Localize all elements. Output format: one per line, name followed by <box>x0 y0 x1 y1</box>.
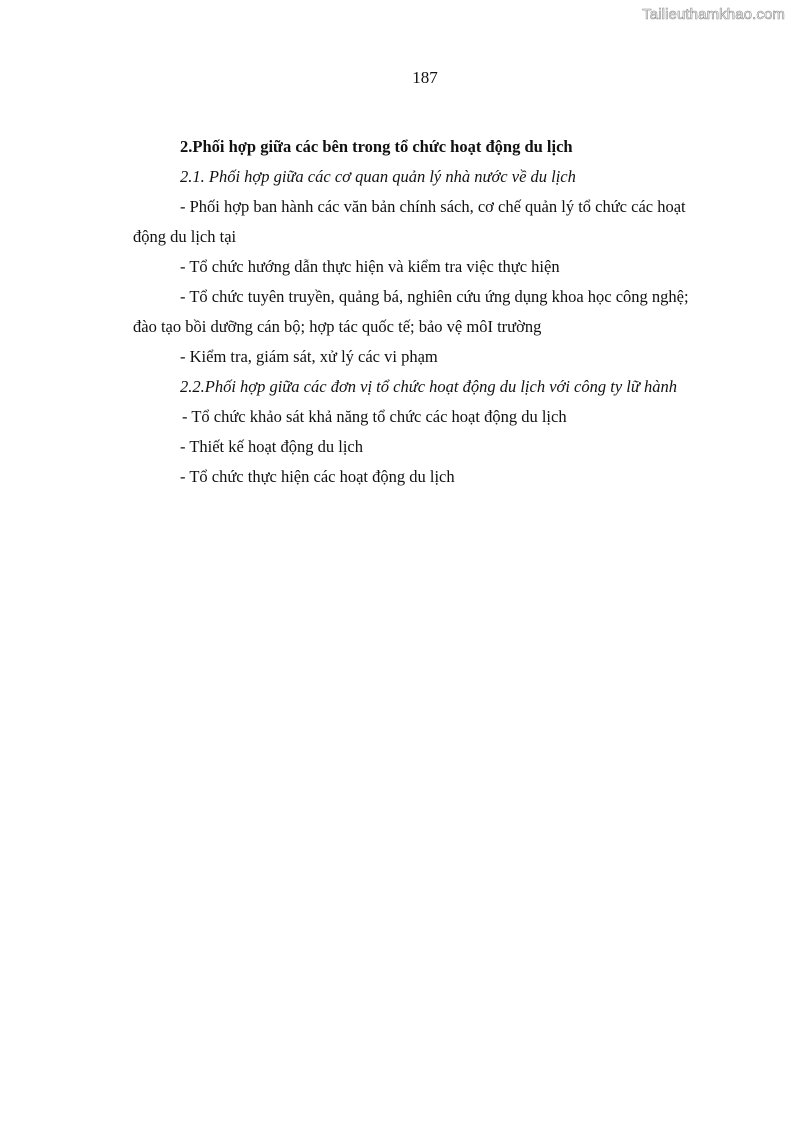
paragraph-line: - Thiết kế hoạt động du lịch <box>180 437 363 456</box>
paragraph-line: - Tổ chức thực hiện các hoạt động du lịch <box>180 467 455 486</box>
paragraph-line: động du lịch tại <box>133 227 237 246</box>
section-heading: 2.Phối hợp giữa các bên trong tổ chức hoạt động du lịch <box>180 137 573 156</box>
paragraph-line: - Tổ chức hướng dẫn thực hiện và kiểm tra việc thực hiện <box>180 257 560 276</box>
watermark: Tailieuthamkhao.com <box>642 6 785 23</box>
paragraph-line: - Tổ chức khảo sát khả năng tổ chức các hoạt động du lịch <box>182 407 567 426</box>
subsection-title-2-1: 2.1. Phối hợp giữa các cơ quan quản lý nhà nước về du lịch <box>180 167 576 186</box>
paragraph-line: đào tạo bồi dưỡng cán bộ; hợp tác quốc tế; bảo vệ môI trường <box>133 317 542 336</box>
subsection-title-2-2: 2.2.Phối hợp giữa các đơn vị tổ chức hoạt động du lịch với công ty lữ hành <box>180 377 677 396</box>
paragraph-line: - Phối hợp ban hành các văn bản chính sách, cơ chế quản lý tổ chức các hoạt <box>180 197 686 216</box>
paragraph-line: - Tổ chức tuyên truyền, quảng bá, nghiên cứu ứng dụng khoa học công nghệ; <box>180 287 689 306</box>
paragraph-line: - Kiểm tra, giám sát, xử lý các vi phạm <box>180 347 438 366</box>
page-number: 187 <box>412 68 438 87</box>
document-body <box>133 132 723 492</box>
